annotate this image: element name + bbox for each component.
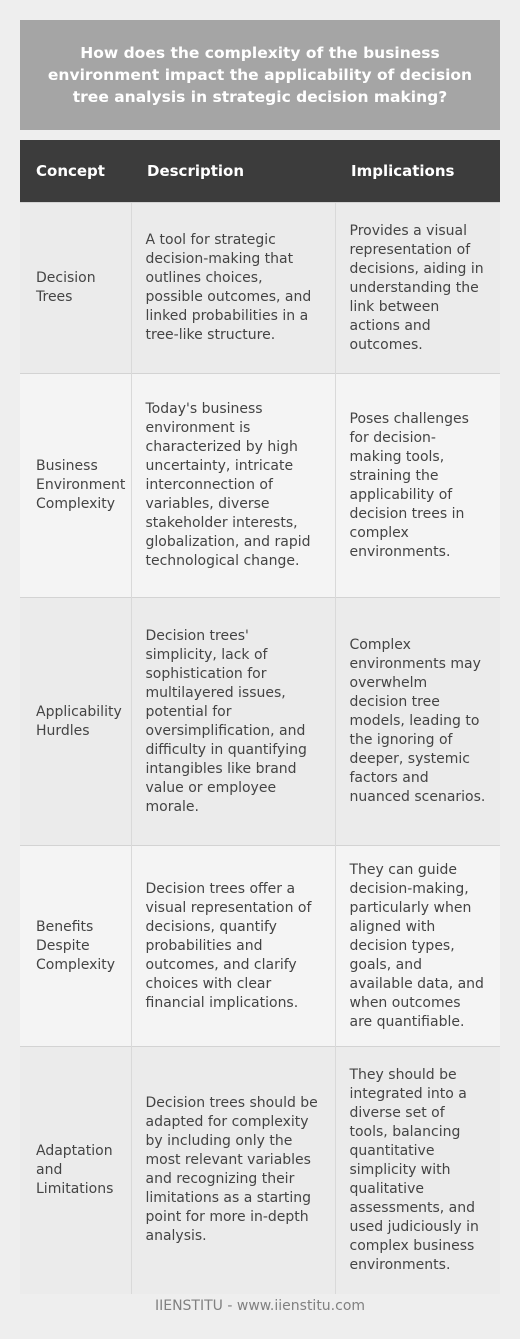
table-row: [20, 374, 500, 598]
table-row: [20, 598, 500, 846]
column-header-implications: Implications: [335, 140, 500, 203]
cell-implications: They should be integrated into a diverse set of tools, balancing quantitative simplicity with qualitative assessments, and used judiciously in complex business environments.: [335, 1047, 500, 1294]
cell-concept: Adaptation and Limitations: [20, 1047, 131, 1294]
cell-implications: They can guide decision-making, particularly when aligned with decision types, goals, and available data, and when outcomes are quantifiable.: [335, 846, 500, 1047]
cell-description: Decision trees' simplicity, lack of sophistication for multilayered issues, potential for oversimplification, and difficulty in quantifying intangibles like brand value or employee morale.: [131, 598, 335, 846]
cell-concept: Business Environment Complexity: [20, 374, 131, 598]
cell-description: Decision trees offer a visual representation of decisions, quantify probabilities and outcomes, and clarify choices with clear financial implications.: [131, 846, 335, 1047]
concept-table: [20, 140, 500, 1294]
table-row: [20, 846, 500, 1047]
table-row: [20, 203, 500, 374]
table-row: [20, 1047, 500, 1294]
cell-concept: Decision Trees: [20, 203, 131, 374]
table-header-row: [20, 140, 500, 203]
column-header-description: Description: [131, 140, 335, 203]
cell-implications: Provides a visual representation of decisions, aiding in understanding the link between actions and outcomes.: [335, 203, 500, 374]
cell-description: Today's business environment is characterized by high uncertainty, intricate interconnection of variables, diverse stakeholder interests, globalization, and rapid technological change.: [131, 374, 335, 598]
cell-implications: Poses challenges for decision-making tools, straining the applicability of decision trees in complex environments.: [335, 374, 500, 598]
cell-description: A tool for strategic decision-making that outlines choices, possible outcomes, and linked probabilities in a tree-like structure.: [131, 203, 335, 374]
cell-concept: Applicability Hurdles: [20, 598, 131, 846]
question-header: [20, 20, 500, 130]
cell-implications: Complex environments may overwhelm decision tree models, leading to the ignoring of deeper, systemic factors and nuanced scenarios.: [335, 598, 500, 846]
cell-concept: Benefits Despite Complexity: [20, 846, 131, 1047]
footer-credit: IIENSTITU - www.iienstitu.com: [154, 1298, 366, 1314]
cell-description: Decision trees should be adapted for complexity by including only the most relevant variables and recognizing their limitations as a starting point for more in-depth analysis.: [131, 1047, 335, 1294]
question-title: How does the complexity of the business environment impact the applicability of decision tree analysis in strategic decision making?: [47, 44, 473, 106]
column-header-concept: Concept: [20, 140, 131, 203]
